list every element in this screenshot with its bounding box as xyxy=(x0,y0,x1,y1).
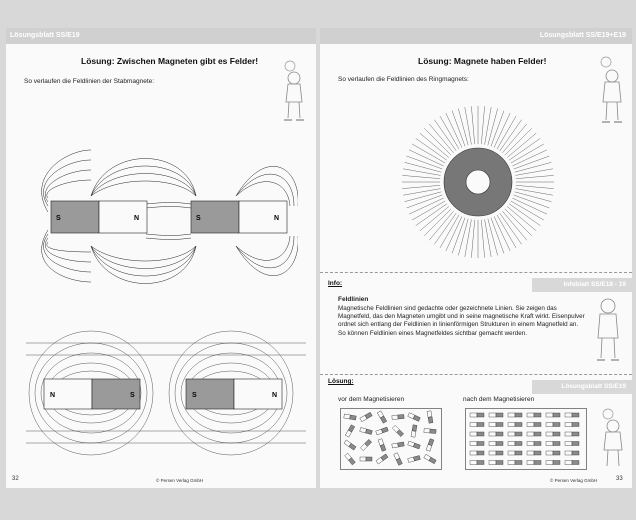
domain-aligned xyxy=(508,413,522,417)
field-ray xyxy=(465,219,472,256)
field-ray xyxy=(452,218,465,254)
domain-aligned xyxy=(489,461,503,465)
domain-aligned xyxy=(489,423,503,427)
field-ray xyxy=(505,128,532,155)
bar-magnets-bottom-fieldlines xyxy=(26,323,306,473)
domain-aligned xyxy=(546,451,560,455)
field-ray xyxy=(491,218,504,254)
domain-aligned xyxy=(546,432,560,436)
boy-figure-icon xyxy=(278,56,310,126)
domain-aligned xyxy=(508,461,522,465)
field-ray xyxy=(420,206,449,230)
magnet1-label-a: S xyxy=(56,215,61,222)
field-ray xyxy=(403,169,440,176)
field-ray xyxy=(515,169,552,176)
domain-aligned xyxy=(489,432,503,436)
domain-aligned xyxy=(565,461,579,465)
field-ray xyxy=(515,162,552,172)
field-ray xyxy=(485,219,492,256)
domains-after xyxy=(465,408,587,470)
field-ray xyxy=(514,195,550,208)
field-ray xyxy=(416,204,447,226)
magnet3-label-a: N xyxy=(50,392,56,399)
field-ray xyxy=(420,133,449,157)
boy-figure-2-icon xyxy=(596,406,628,478)
girl-figure-icon xyxy=(594,52,628,132)
domains-before xyxy=(340,408,442,470)
domain-aligned xyxy=(546,442,560,446)
domain-aligned xyxy=(527,432,541,436)
boy-reading-icon xyxy=(592,296,626,372)
field-ray xyxy=(514,156,550,169)
ring-magnet-fieldlines xyxy=(398,102,558,262)
field-ray xyxy=(429,211,453,240)
field-ray xyxy=(416,138,447,160)
right-header-band: Lösungsblatt SS/E19+E19 xyxy=(320,28,632,44)
field-ray xyxy=(515,192,552,202)
domain-aligned xyxy=(470,423,484,427)
magnet2-n-pole xyxy=(239,201,287,233)
domain-aligned xyxy=(527,423,541,427)
domain-aligned xyxy=(470,451,484,455)
domain-aligned xyxy=(508,451,522,455)
field-ray xyxy=(407,195,443,208)
magnet4-label-b: N xyxy=(272,392,278,399)
field-ray xyxy=(491,111,504,147)
info-text: Magnetische Feldlinien sind gedachte oder gezeichnete Linien. Sie zeigen das Magnetfeld, das den Magneten umgibt und in seine magnetische Kraft wirkt. Eisenpulver ordnet sich entlang der Feldlinien in linienförmigen Strukturen in einem Magnetfeld an. So können Feldlinien eines Magnetfeldes sichtbar gemacht werden. xyxy=(338,305,585,337)
field-ray xyxy=(481,106,484,144)
info-band: Infoblatt SS/E18 - 19 xyxy=(532,278,632,292)
domain-aligned xyxy=(489,442,503,446)
left-header-band: Lösungsblatt SS/E19 xyxy=(6,28,316,44)
field-ray xyxy=(424,209,451,236)
field-ray xyxy=(509,204,540,226)
field-ray xyxy=(505,209,532,236)
divider-1 xyxy=(320,272,632,273)
domain-aligned xyxy=(527,442,541,446)
field-ray xyxy=(471,220,474,258)
field-ray xyxy=(488,219,498,256)
field-ray xyxy=(485,107,492,144)
magnet4-label-a: S xyxy=(192,392,197,399)
field-ray xyxy=(509,138,540,160)
field-ray xyxy=(458,109,468,146)
field-ray xyxy=(507,133,536,157)
solution-label: Lösung: xyxy=(328,378,354,385)
left-page-subtitle: So verlaufen die Feldlinien der Stabmagnete: xyxy=(24,78,155,85)
domain-aligned xyxy=(546,413,560,417)
ring-magnet-hole xyxy=(466,170,490,194)
magnet2-label-b: N xyxy=(274,215,280,222)
domain-aligned xyxy=(508,442,522,446)
right-page-subtitle: So verlaufen die Feldlinien des Ringmagnets: xyxy=(338,76,469,83)
magnet3-label-b: S xyxy=(130,392,135,399)
domain-aligned xyxy=(527,461,541,465)
field-ray xyxy=(434,120,456,151)
field-ray xyxy=(405,162,442,172)
domain-aligned xyxy=(565,451,579,455)
domain-aligned xyxy=(527,451,541,455)
domain-aligned xyxy=(527,413,541,417)
field-ray xyxy=(516,185,554,188)
info-heading: Feldlinien xyxy=(338,296,369,303)
field-ray xyxy=(424,128,451,155)
field-ray xyxy=(502,124,526,153)
right-page-title: Lösung: Magnete haben Felder! xyxy=(418,56,547,66)
domain-aligned xyxy=(508,432,522,436)
field-ray xyxy=(515,189,552,196)
field-ray xyxy=(402,175,440,178)
left-page-number: 32 xyxy=(12,476,19,482)
magnet2-label-a: S xyxy=(196,215,201,222)
field-ray xyxy=(452,111,465,147)
domain-aligned xyxy=(565,423,579,427)
field-ray xyxy=(481,220,484,258)
before-label: vor dem Magnetisieren xyxy=(338,396,405,403)
domain-aligned xyxy=(470,461,484,465)
magnet1-label-b: N xyxy=(134,215,140,222)
solution-band: Lösungsblatt SS/E19 xyxy=(532,380,632,394)
domain-aligned xyxy=(565,442,579,446)
field-ray xyxy=(429,124,453,153)
field-ray xyxy=(458,219,468,256)
domain-random xyxy=(392,414,404,419)
right-page xyxy=(320,28,632,488)
field-ray xyxy=(465,107,472,144)
left-page xyxy=(6,28,316,488)
left-page-title: Lösung: Zwischen Magneten gibt es Felder! xyxy=(81,56,259,66)
domain-aligned xyxy=(470,413,484,417)
field-ray xyxy=(502,211,526,240)
field-ray xyxy=(402,185,440,188)
domain-aligned xyxy=(489,451,503,455)
left-footer: © Persen Verlag GmbH xyxy=(156,478,204,483)
field-ray xyxy=(500,213,522,244)
domain-aligned xyxy=(489,413,503,417)
field-ray xyxy=(405,192,442,202)
magnet1-n-pole xyxy=(99,201,147,233)
domain-aligned xyxy=(508,423,522,427)
domain-aligned xyxy=(470,432,484,436)
field-ray xyxy=(471,106,474,144)
domain-aligned xyxy=(565,432,579,436)
domain-aligned xyxy=(546,461,560,465)
field-ray xyxy=(403,189,440,196)
domain-random xyxy=(360,457,372,461)
field-ray xyxy=(500,120,522,151)
info-label: Info: xyxy=(328,280,343,287)
field-ray xyxy=(516,175,554,178)
field-ray xyxy=(407,156,443,169)
field-ray xyxy=(488,109,498,146)
after-label: nach dem Magnetisieren xyxy=(463,396,535,403)
right-page-number: 33 xyxy=(616,476,623,482)
domain-random xyxy=(424,428,436,433)
domain-aligned xyxy=(546,423,560,427)
domain-aligned xyxy=(565,413,579,417)
right-footer: © Persen Verlag GmbH xyxy=(550,478,598,483)
divider-2 xyxy=(320,374,632,375)
domain-aligned xyxy=(470,442,484,446)
bar-magnets-top-fieldlines xyxy=(36,146,298,286)
field-ray xyxy=(507,206,536,230)
field-ray xyxy=(434,213,456,244)
